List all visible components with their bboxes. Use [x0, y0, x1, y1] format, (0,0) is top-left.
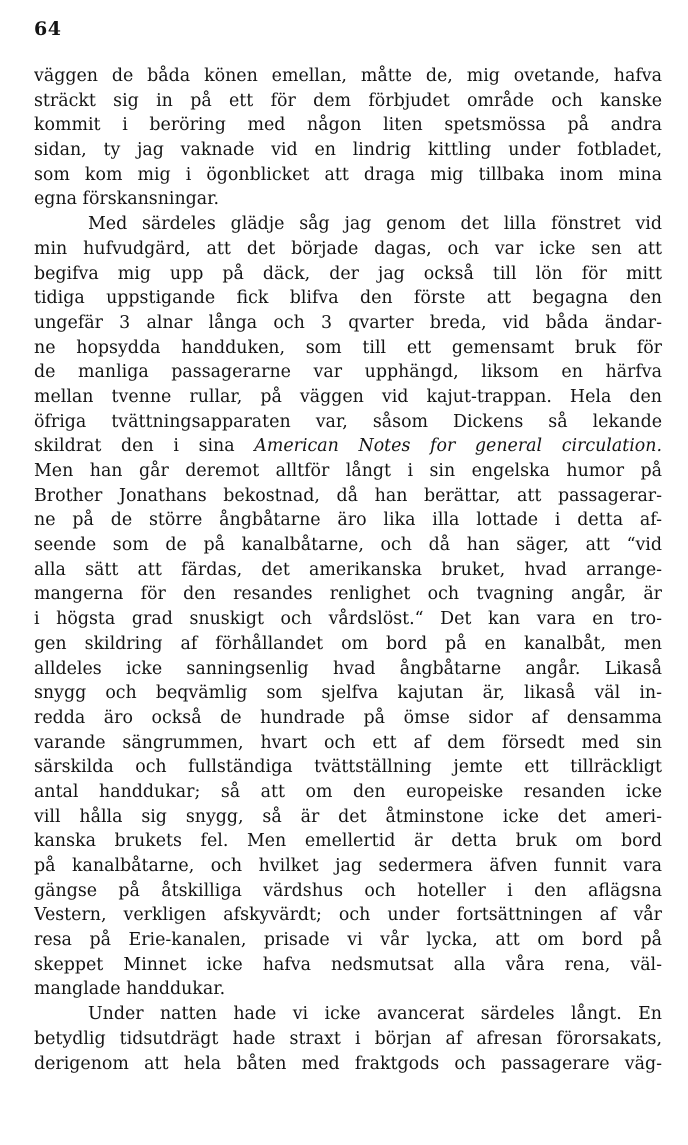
text-line: [34, 508, 662, 533]
text-line: [34, 928, 662, 953]
text-line-content: öfriga tvättningsapparaten var, såsom Dickens så lekande: [34, 411, 662, 432]
text-line: [34, 434, 662, 459]
text-line-content: gen skildring af förhållandet om bord på en kanalbåt, men: [34, 633, 662, 654]
text-line-content: på kanalbåtarne, och hvilket jag sedermera äfven funnit vara: [34, 856, 662, 876]
text-line-content: Vestern, verkligen afskyvärdt; och under fortsättningen af vår: [34, 905, 662, 926]
text-line-content: Brother Jonathans bekostnad, då han berättar, att passagerar-: [34, 485, 662, 506]
text-line-content: tidiga uppstigande fick blifva den förste att begagna den: [34, 288, 662, 309]
text-line-content: alldeles icke sanningsenlig hvad ångbåtarne angår. Likaså: [34, 658, 662, 679]
text-line: [34, 780, 662, 805]
text-line-content: egna förskansningar.: [34, 189, 220, 210]
text-line-content: betydlig tidsutdrägt hade straxt i början af afresan förorsakats,: [34, 1028, 662, 1049]
text-line: [34, 311, 662, 336]
text-line: [34, 385, 662, 410]
text-line-content: skildrat den i sina: [34, 436, 255, 457]
text-line-content: väggen de båda könen emellan, måtte de, mig ovetande, hafva: [34, 66, 662, 86]
text-line: [34, 262, 662, 287]
text-line: [34, 879, 662, 904]
text-line-content: manglade handdukar.: [34, 979, 226, 1000]
text-line: [34, 336, 662, 361]
text-line-content: skeppet Minnet icke hafva nedsmutsat alla våra rena, väl-: [34, 954, 662, 975]
text-line-content: de manliga passagerarne var upphängd, liksom en härfva: [34, 362, 662, 383]
text-line: [34, 286, 662, 311]
text-line: [34, 484, 662, 509]
text-line-content: gängse på åtskilliga värdshus och hoteller i den aflägsna: [34, 880, 662, 901]
text-line: [34, 731, 662, 756]
text-line: [34, 212, 662, 237]
text-line-content: ungefär 3 alnar långa och 3 qvarter breda, vid båda ändar-: [34, 312, 662, 333]
text-line: [34, 360, 662, 385]
text-line: [34, 113, 662, 138]
text-line: [34, 953, 662, 978]
text-line-content: ne hopsydda handduken, som till ett gemensamt bruk för: [34, 337, 662, 358]
text-line-content: derigenom att hela båten med fraktgods och passagerare väg-: [34, 1053, 662, 1074]
text-line: [34, 163, 662, 188]
text-line-content: sträckt sig in på ett för dem förbjudet område och kanske: [34, 90, 662, 111]
text-line-content: redda äro också de hundrade på ömse sidor af densamma: [34, 707, 662, 728]
text-line-content: Men han går deremot alltför långt i sin engelska humor på: [34, 461, 662, 481]
text-line: [34, 607, 662, 632]
text-line-content: seende som de på kanalbåtarne, och då han säger, att “vid: [34, 535, 662, 556]
text-line-content: mellan tvenne rullar, på väggen vid kajut-trappan. Hela den: [34, 386, 662, 407]
text-line: [34, 187, 662, 212]
text-line: [34, 237, 662, 262]
text-line: [34, 681, 662, 706]
text-line: [34, 1027, 662, 1052]
text-line-content: vill hålla sig snygg, så är det åtminstone icke det ameri-: [34, 806, 662, 827]
text-line-content: som kom mig i ögonblicket att draga mig tillbaka inom mina: [34, 164, 662, 185]
text-line: [34, 582, 662, 607]
text-line: [34, 657, 662, 682]
text-line: [34, 903, 662, 928]
text-line-content: sidan, ty jag vaknade vid en lindrig kittling under fotbladet,: [34, 140, 662, 161]
text-line: [34, 854, 662, 879]
text-line-content: särskilda och fullständiga tvättställning jemte ett tillräckligt: [34, 757, 662, 778]
text-line: [34, 558, 662, 583]
text-line-content: i högsta grad snuskigt och vårdslöst.“ Det kan vara en tro-: [34, 609, 662, 630]
text-line-content: ne på de större ångbåtarne äro lika illa lottade i detta af-: [34, 510, 662, 531]
text-line: [34, 533, 662, 558]
text-line-content: resa på Erie-kanalen, prisade vi vår lycka, att om bord på: [34, 930, 662, 951]
text-line-content: begifva mig upp på däck, der jag också till lön för mitt: [34, 263, 662, 284]
text-line-content: min hufvudgärd, att det började dagas, och var icke sen att: [34, 238, 662, 259]
text-line-content: mangerna för den resandes renlighet och tvagning angår, är: [34, 584, 662, 605]
text-line: [34, 632, 662, 657]
text-line-content: antal handdukar; så att om den europeiske resanden icke: [34, 781, 662, 802]
text-line: [34, 89, 662, 114]
text-line: [34, 64, 662, 89]
text-line-content: snygg och beqvämlig som sjelfva kajutan är, likaså väl in-: [34, 683, 662, 704]
body-text: [34, 64, 662, 1076]
text-line-content: alla sätt att färdas, det amerikanska bruket, hvad arrange-: [34, 559, 662, 580]
text-line: [34, 1002, 662, 1027]
text-line-content: kanska brukets fel. Men emellertid är detta bruk om bord: [34, 831, 662, 852]
text-line-content: kommit i beröring med någon liten spetsmössa på andra: [34, 115, 662, 136]
text-line: [34, 706, 662, 731]
text-line: [34, 1052, 662, 1077]
text-line-content: Under natten hade vi icke avancerat särdeles långt. En: [88, 1004, 662, 1025]
text-line: [34, 410, 662, 435]
text-line: [34, 755, 662, 780]
page-number: 64: [34, 18, 62, 40]
text-line: [34, 805, 662, 830]
italic-title: American Notes for general circulation.: [254, 436, 662, 457]
text-line: [34, 977, 662, 1002]
text-line: [34, 829, 662, 854]
text-line: [34, 459, 662, 484]
text-line-content: Med särdeles glädje såg jag genom det lilla fönstret vid: [88, 214, 662, 235]
text-line: [34, 138, 662, 163]
text-line-content: varande sängrummen, hvart och ett af dem försedt med sin: [34, 732, 662, 753]
